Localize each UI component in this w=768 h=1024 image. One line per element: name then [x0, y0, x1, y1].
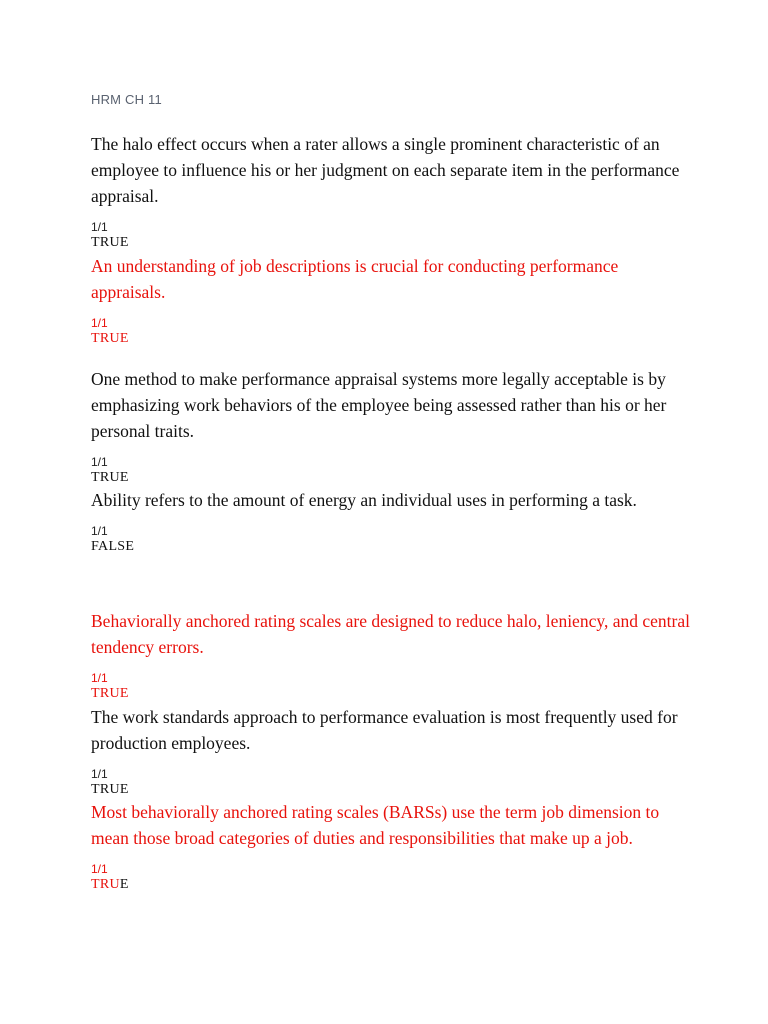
question-answer: TRUE — [91, 235, 129, 250]
question-item — [91, 487, 691, 555]
question-score: 1/1 — [91, 671, 108, 685]
question-text: Behaviorally anchored rating scales are designed to reduce halo, leniency, and central tendency errors. — [91, 611, 690, 657]
question-score: 1/1 — [91, 220, 108, 234]
question-item — [91, 131, 691, 251]
question-answer — [91, 877, 691, 893]
question-item — [91, 799, 691, 893]
question-score: 1/1 — [91, 767, 108, 781]
question-score: 1/1 — [91, 455, 108, 469]
question-item — [91, 704, 691, 798]
question-item — [91, 366, 691, 486]
answer-red-part: TRU — [91, 877, 120, 892]
question-text: The halo effect occurs when a rater allows a single prominent characteristic of an employee to influence his or her judgment on each separate item in the performance appraisal. — [91, 134, 680, 206]
question-text: An understanding of job descriptions is crucial for conducting performance appraisals. — [91, 256, 619, 302]
question-item — [91, 608, 691, 702]
question-answer: TRUE — [91, 782, 129, 797]
question-text: Ability refers to the amount of energy an individual uses in performing a task. — [91, 490, 637, 510]
answer-black-part: E — [119, 877, 129, 892]
question-answer: TRUE — [91, 470, 129, 485]
document-heading: HRM CH 11 — [91, 92, 162, 107]
question-text: The work standards approach to performance evaluation is most frequently used for production employees. — [91, 707, 678, 753]
question-score: 1/1 — [91, 524, 108, 538]
question-text: One method to make performance appraisal systems more legally acceptable is by emphasizing work behaviors of the employee being assessed rather than his or her personal traits. — [91, 369, 667, 441]
question-score: 1/1 — [91, 862, 108, 876]
question-item — [91, 253, 691, 347]
question-answer: FALSE — [91, 539, 135, 554]
question-score: 1/1 — [91, 316, 108, 330]
question-answer: TRUE — [91, 686, 129, 701]
question-answer: TRUE — [91, 331, 129, 346]
question-text: Most behaviorally anchored rating scales (BARSs) use the term job dimension to mean those broad categories of duties and responsibilities that make up a job. — [91, 802, 660, 848]
